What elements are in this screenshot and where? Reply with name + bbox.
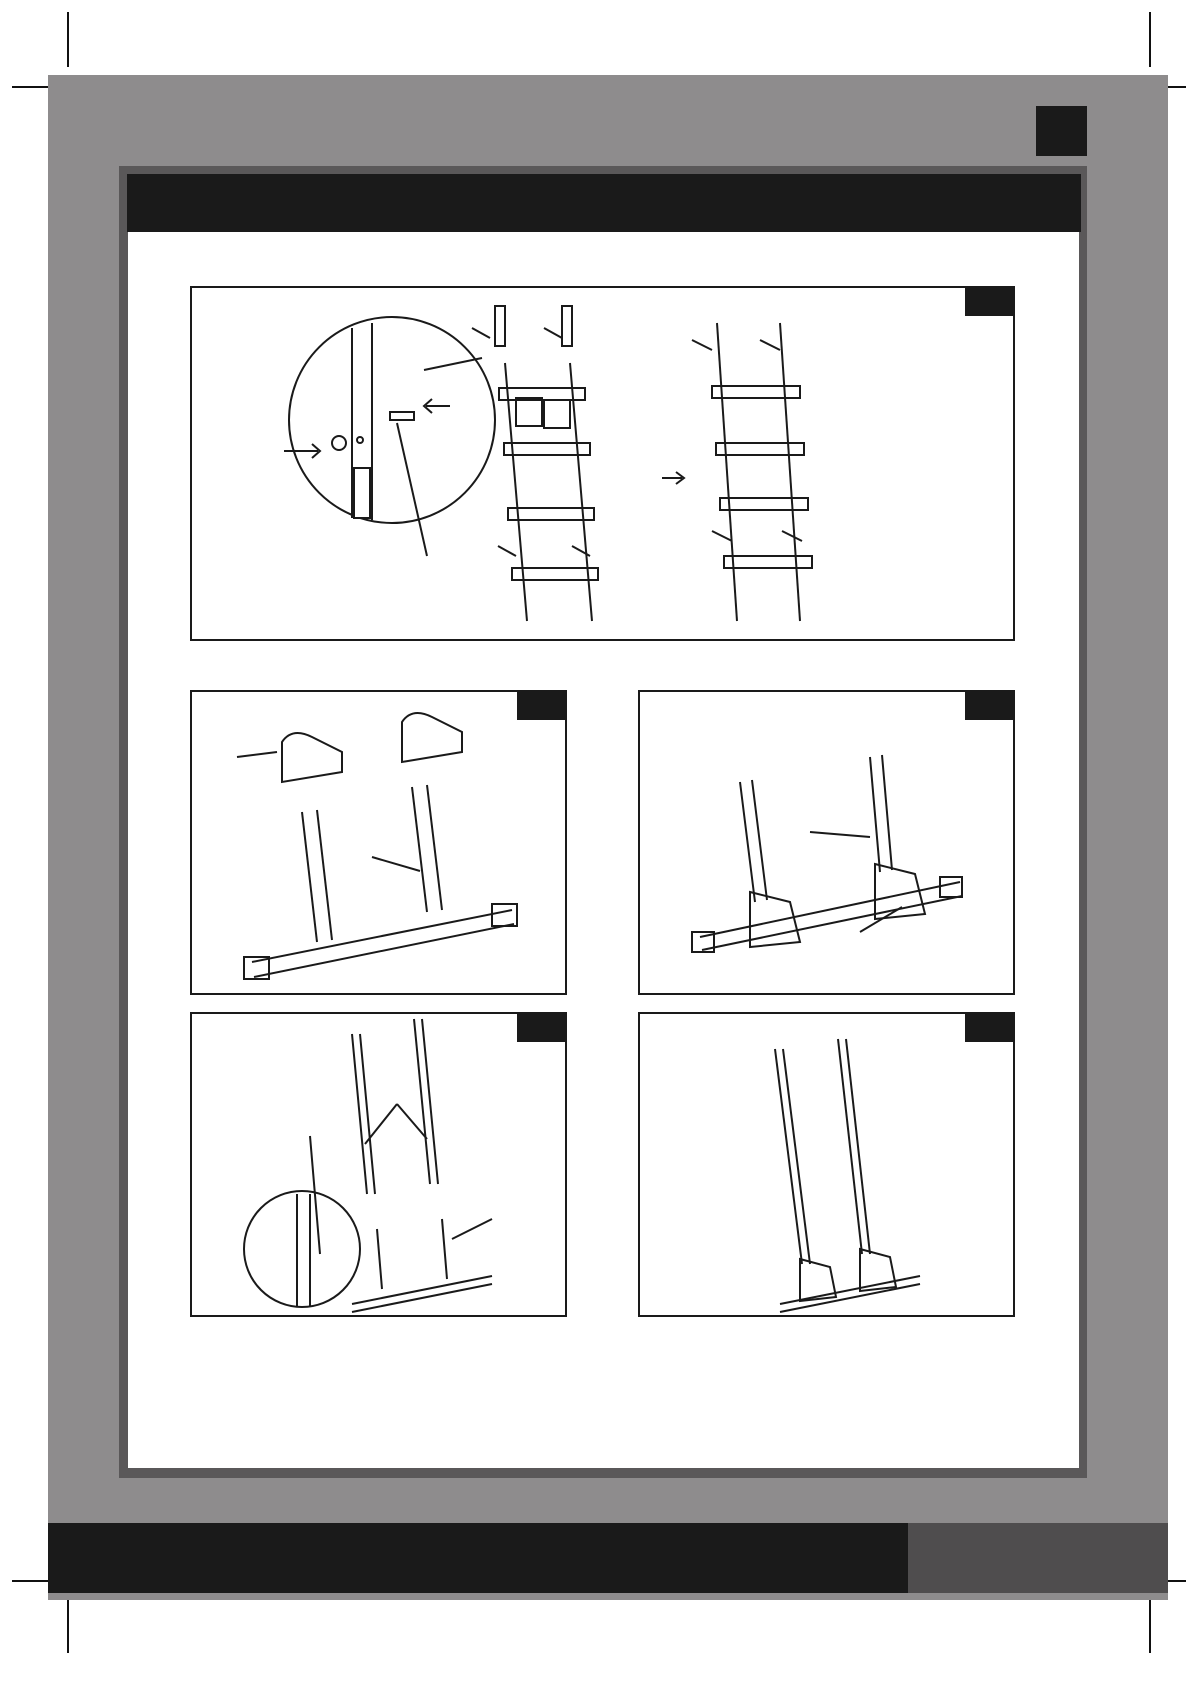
pole-step-1-diagram: [192, 1014, 565, 1315]
arrow-icon: [424, 399, 450, 413]
panel-ladder-assembly: [190, 286, 1015, 641]
pole-step-2-diagram: [640, 1014, 1013, 1315]
panel-pole-step-2: [638, 1012, 1015, 1317]
crop-mark-bl-v: [67, 1598, 69, 1653]
callout-arrow: [810, 832, 870, 837]
base-step-1-diagram: [192, 692, 565, 993]
callout-arrow: [237, 752, 277, 757]
ladder-unassembled: [472, 306, 598, 621]
foot-cap-icon: [282, 733, 342, 782]
base-step-2-diagram: [640, 692, 1013, 993]
detail-magnifier: [244, 1191, 360, 1307]
callout-arrow: [310, 1136, 320, 1254]
crop-mark-tr-v: [1149, 12, 1151, 67]
ladder-assembled: [692, 323, 812, 621]
nut-icon: [332, 436, 346, 450]
footer-accent: [908, 1523, 1168, 1593]
callout-arrow: [372, 857, 420, 871]
callout-arrow: [365, 1104, 427, 1144]
page-number-box: [1036, 106, 1087, 156]
crop-mark-tl-v: [67, 12, 69, 67]
section-header-band: [127, 174, 1081, 232]
callout-arrow: [452, 1219, 492, 1239]
arrow-icon: [284, 444, 320, 458]
callout-arrow: [397, 423, 427, 556]
callout-arrow: [860, 907, 902, 932]
bolt-icon: [390, 412, 414, 420]
ladder-diagram: [192, 288, 1013, 639]
panel-base-step-1: [190, 690, 567, 995]
footer-band: [48, 1523, 908, 1593]
crop-mark-br-v: [1149, 1598, 1151, 1653]
panel-base-step-2: [638, 690, 1015, 995]
arrow-icon: [662, 472, 684, 484]
panel-pole-step-1: [190, 1012, 567, 1317]
foot-cap-icon: [402, 713, 462, 762]
